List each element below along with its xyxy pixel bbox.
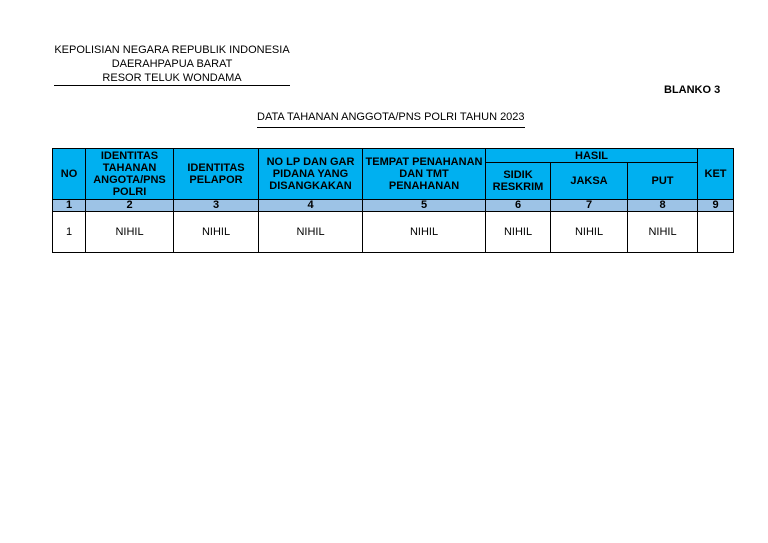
- cell-tempat-penahanan: NIHIL: [363, 212, 486, 253]
- header-no-lp: NO LP DAN GAR PIDANA YANG DISANGKAKAN: [259, 149, 363, 200]
- column-number: 9: [698, 200, 734, 212]
- document-title: DATA TAHANAN ANGGOTA/PNS POLRI TAHUN 2023: [257, 111, 525, 123]
- detainee-table: [52, 148, 734, 253]
- letterhead: [54, 43, 290, 85]
- header-sidik-reskrim: SIDIK RESKRIM: [486, 163, 551, 200]
- column-number: 8: [628, 200, 698, 212]
- table-header-row: [53, 149, 734, 163]
- column-number: 3: [174, 200, 259, 212]
- header-identitas-pelapor: IDENTITAS PELAPOR: [174, 149, 259, 200]
- cell-no-lp: NIHIL: [259, 212, 363, 253]
- cell-sidik-reskrim: NIHIL: [486, 212, 551, 253]
- column-number-row: [53, 200, 734, 212]
- letterhead-region: DAERAHPAPUA BARAT: [111, 58, 233, 70]
- table-row: [53, 212, 734, 253]
- header-jaksa: JAKSA: [551, 163, 628, 200]
- column-number: 5: [363, 200, 486, 212]
- header-hasil: HASIL: [486, 149, 698, 163]
- letterhead-resort: RESOR TELUK WONDAMA: [102, 72, 242, 84]
- header-tempat-penahanan: TEMPAT PENAHANAN DAN TMT PENAHANAN: [363, 149, 486, 200]
- cell-no: 1: [53, 212, 86, 253]
- cell-identitas-pelapor: NIHIL: [174, 212, 259, 253]
- column-number: 2: [86, 200, 174, 212]
- column-number: 1: [53, 200, 86, 212]
- document-title-underline: [257, 127, 525, 128]
- cell-identitas-tahanan: NIHIL: [86, 212, 174, 253]
- column-number: 6: [486, 200, 551, 212]
- letterhead-underline: [54, 85, 290, 86]
- header-identitas-tahanan: IDENTITAS TAHANAN ANGOTA/PNS POLRI: [86, 149, 174, 200]
- cell-put: NIHIL: [628, 212, 698, 253]
- form-code: BLANKO 3: [664, 84, 721, 96]
- header-put: PUT: [628, 163, 698, 200]
- column-number: 7: [551, 200, 628, 212]
- header-no: NO: [53, 149, 86, 200]
- column-number: 4: [259, 200, 363, 212]
- cell-jaksa: NIHIL: [551, 212, 628, 253]
- header-ket: KET: [698, 149, 734, 200]
- letterhead-institution: KEPOLISIAN NEGARA REPUBLIK INDONESIA: [54, 44, 290, 56]
- cell-ket: [698, 212, 734, 253]
